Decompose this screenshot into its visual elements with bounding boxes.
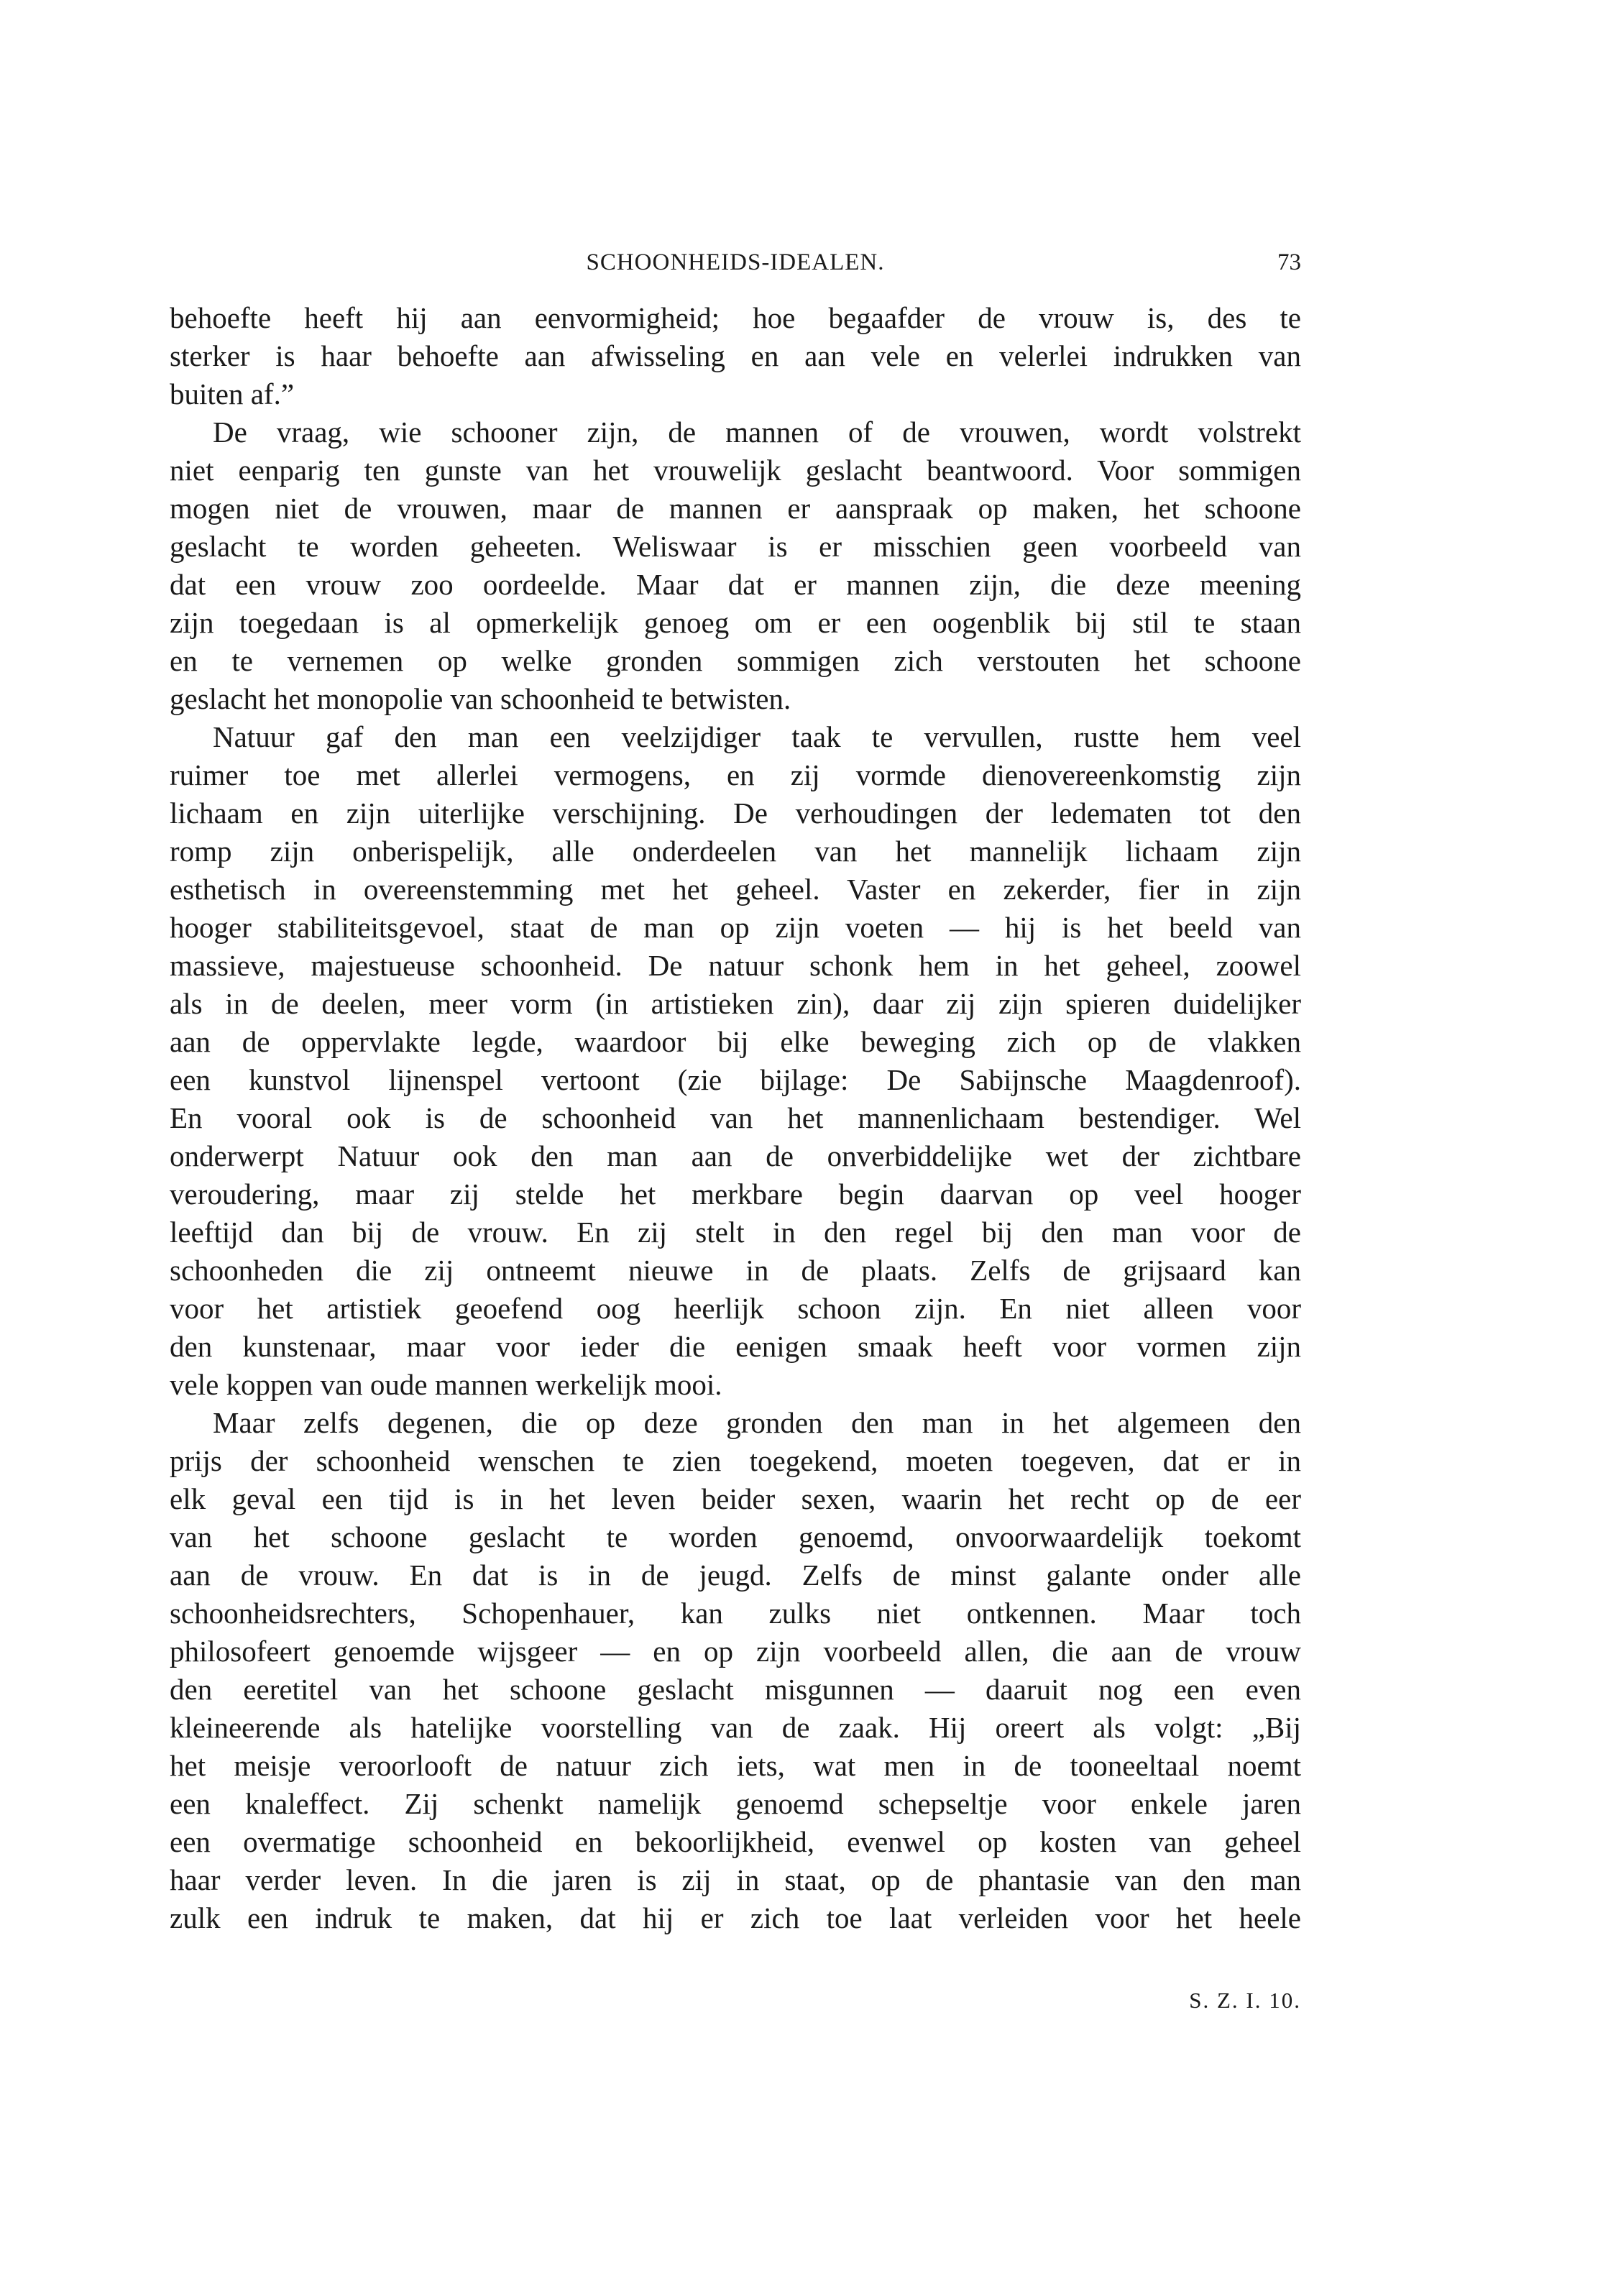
paragraph-start-line: Maar zelfs degenen, die op deze gronden den man in het algemeen den [213, 1406, 1301, 1439]
running-head [170, 244, 1301, 280]
text-line: aan de oppervlakte legde, waardoor bij elke beweging zich op de vlakken [170, 1025, 1301, 1058]
text-line: kleineerende als hatelijke voorstelling van de zaak. Hij oreert als volgt: „Bij [170, 1711, 1301, 1744]
text-line: voor het artistiek geoefend oog heerlijk schoon zijn. En niet alleen voor [170, 1292, 1301, 1325]
text-line: En vooral ook is de schoonheid van het mannenlichaam bestendiger. Wel [170, 1101, 1301, 1134]
text-line: elk geval een tijd is in het leven beider sexen, waarin het recht op de eer [170, 1482, 1301, 1515]
text-line: schoonheidsrechters, Schopenhauer, kan zulks niet ontkennen. Maar toch [170, 1597, 1301, 1630]
body-text [170, 299, 1301, 1937]
text-line: een knaleffect. Zij schenkt namelijk genoemd schepseltje voor enkele jaren [170, 1787, 1301, 1820]
text-line: romp zijn onberispelijk, alle onderdeelen van het mannelijk lichaam zijn [170, 835, 1301, 868]
text-line: hooger stabiliteitsgevoel, staat de man op zijn voeten — hij is het beeld van [170, 911, 1301, 944]
running-title: SCHOONHEIDS-IDEALEN. [586, 249, 885, 275]
text-line: vele koppen van oude mannen werkelijk mooi. [170, 1368, 722, 1401]
paragraph-start-line: De vraag, wie schooner zijn, de mannen of de vrouwen, wordt volstrekt [213, 415, 1301, 449]
text-line: zulk een indruk te maken, dat hij er zich toe laat verleiden voor het heele [170, 1901, 1301, 1934]
text-line: schoonheden die zij ontneemt nieuwe in de plaats. Zelfs de grijsaard kan [170, 1254, 1301, 1287]
text-line: lichaam en zijn uiterlijke verschijning. De verhoudingen der ledematen tot den [170, 796, 1301, 830]
text-line: geslacht te worden geheeten. Weliswaar is er misschien geen voorbeeld van [170, 530, 1301, 563]
text-line: behoefte heeft hij aan eenvormigheid; hoe begaafder de vrouw is, des te [170, 301, 1301, 334]
text-line: een kunstvol lijnenspel vertoont (zie bijlage: De Sabijnsche Maagdenroof). [170, 1063, 1301, 1096]
text-line: den eeretitel van het schoone geslacht misgunnen — daaruit nog een even [170, 1673, 1301, 1706]
text-line: leeftijd dan bij de vrouw. En zij stelt in den regel bij den man voor de [170, 1216, 1301, 1249]
text-line: en te vernemen op welke gronden sommigen zich verstouten het schoone [170, 644, 1301, 677]
text-line: buiten af.” [170, 377, 295, 410]
text-line: niet eenparig ten gunste van het vrouwelijk geslacht beantwoord. Voor sommigen [170, 454, 1301, 487]
text-line: prijs der schoonheid wenschen te zien toegekend, moeten toegeven, dat er in [170, 1444, 1301, 1477]
text-line: aan de vrouw. En dat is in de jeugd. Zelfs de minst galante onder alle [170, 1558, 1301, 1592]
page-number: 73 [1277, 249, 1301, 275]
text-line: massieve, majestueuse schoonheid. De natuur schonk hem in het geheel, zoowel [170, 949, 1301, 982]
text-line: ruimer toe met allerlei vermogens, en zij vormde dienovereenkomstig zijn [170, 758, 1301, 791]
signature-mark: S. Z. I. 10. [1189, 1988, 1301, 2013]
text-line: geslacht het monopolie van schoonheid te betwisten. [170, 682, 791, 715]
text-line: zijn toegedaan is al opmerkelijk genoeg om er een oogenblik bij stil te staan [170, 606, 1301, 639]
text-line: esthetisch in overeenstemming met het geheel. Vaster en zekerder, fier in zijn [170, 873, 1301, 906]
text-line: den kunstenaar, maar voor ieder die eenigen smaak heeft voor vormen zijn [170, 1330, 1301, 1363]
text-line: sterker is haar behoefte aan afwisseling en aan vele en velerlei indrukken van [170, 339, 1301, 372]
text-line: onderwerpt Natuur ook den man aan de onverbiddelijke wet der zichtbare [170, 1139, 1301, 1172]
text-line: dat een vrouw zoo oordeelde. Maar dat er mannen zijn, die deze meening [170, 568, 1301, 601]
text-line: het meisje veroorlooft de natuur zich iets, wat men in de tooneeltaal noemt [170, 1749, 1301, 1782]
text-line: haar verder leven. In die jaren is zij in staat, op de phantasie van den man [170, 1863, 1301, 1896]
text-line: veroudering, maar zij stelde het merkbare begin daarvan op veel hooger [170, 1177, 1301, 1211]
text-line: mogen niet de vrouwen, maar de mannen er aanspraak op maken, het schoone [170, 492, 1301, 525]
text-line: van het schoone geslacht te worden genoemd, onvoorwaardelijk toekomt [170, 1520, 1301, 1553]
text-line: philosofeert genoemde wijsgeer — en op zijn voorbeeld allen, die aan de vrouw [170, 1635, 1301, 1668]
text-line: als in de deelen, meer vorm (in artistieken zin), daar zij zijn spieren duidelijker [170, 987, 1301, 1020]
paragraph-start-line: Natuur gaf den man een veelzijdiger taak te vervullen, rustte hem veel [213, 720, 1301, 753]
text-line: een overmatige schoonheid en bekoorlijkheid, evenwel op kosten van geheel [170, 1825, 1301, 1858]
